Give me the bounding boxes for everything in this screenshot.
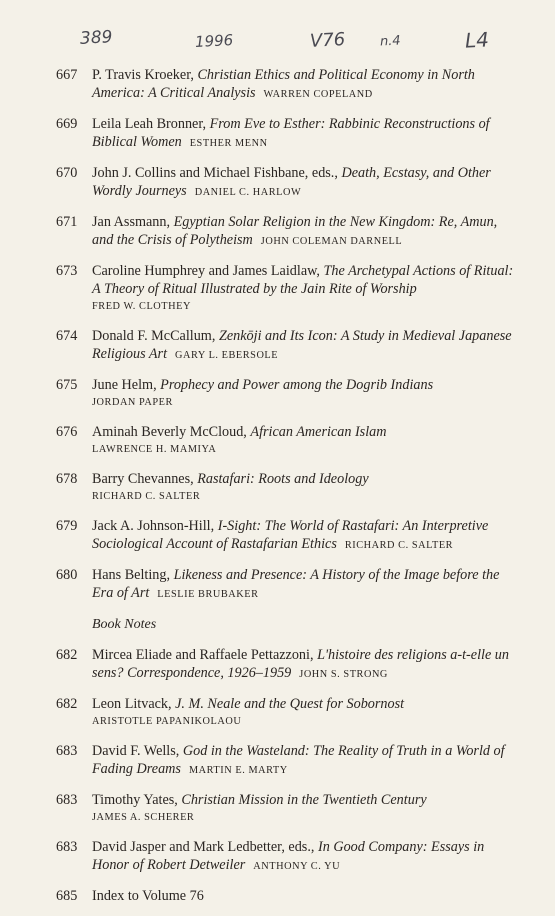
entry-reviewer: ARISTOTLE PAPANIKOLAOU [92, 716, 242, 727]
entry-authors: Hans Belting, [92, 567, 174, 583]
handwritten-annotations [0, 28, 555, 58]
handwritten-note: V76 [309, 29, 346, 52]
entry-reviewer: JORDAN PAPER [92, 397, 173, 408]
entry-authors: David Jasper and Mark Ledbetter, eds., [92, 839, 318, 855]
entry-reviewer: RICHARD C. SALTER [92, 491, 201, 502]
entry-authors: P. Travis Kroeker, [92, 67, 198, 83]
entry-title: Death, Ecstasy, and Other Wordly Journeys [92, 165, 491, 199]
entry-reviewer: MARTIN E. MARTY [188, 765, 288, 776]
page-number: 670 [56, 165, 78, 181]
handwritten-note: L4 [464, 27, 490, 53]
toc-entry [0, 66, 555, 104]
entry-reviewer: RICHARD C. SALTER [344, 540, 454, 551]
toc-entry [0, 213, 555, 251]
entry-title: Rastafari: Roots and Ideology [197, 471, 369, 487]
entry-title: From Eve to Esther: Rabbinic Reconstructions of Biblical Women [92, 116, 490, 150]
page-number: 674 [56, 328, 78, 344]
page-number: 671 [56, 214, 78, 230]
entry-reviewer: JOHN S. STRONG [299, 669, 388, 680]
toc-entry [0, 423, 555, 459]
entry-reviewer: DANIEL C. HARLOW [194, 187, 302, 198]
handwritten-note: 1996 [194, 31, 234, 51]
entry-authors: June Helm, [92, 377, 161, 393]
entry-reviewer: GARY L. EBERSOLE [175, 350, 279, 361]
toc-entry [0, 164, 555, 202]
entry-title: Likeness and Presence: A History of the Image before the Era of Art [92, 567, 500, 601]
toc-entry [0, 470, 555, 506]
entry-authors: David F. Wells, [92, 743, 183, 759]
toc-entry [0, 376, 555, 412]
entry-reviewer: FRED W. CLOTHEY [92, 301, 191, 312]
page-number: 682 [56, 696, 78, 712]
entry-authors: Jan Assmann, [92, 214, 174, 230]
page-number: 669 [56, 116, 78, 132]
entry-title: Christian Ethics and Political Economy in North America: A Critical Analysis [92, 67, 475, 101]
entry-reviewer: LAWRENCE H. MAMIYA [92, 444, 217, 455]
section-heading-book-notes: Book Notes [92, 617, 157, 632]
entry-authors: John J. Collins and Michael Fishbane, eds., [92, 165, 342, 181]
entry-title: Christian Mission in the Twentieth Century [181, 792, 427, 808]
entry-title: The Archetypal Actions of Ritual: A Theory of Ritual Illustrated by the Jain Rite of Worship [92, 263, 514, 297]
entry-authors: Barry Chevannes, [92, 471, 198, 487]
entry-reviewer: ANTHONY C. YU [253, 861, 341, 872]
toc-entry [0, 262, 555, 316]
entry-reviewer: ESTHER MENN [189, 138, 268, 149]
entry-title: God in the Wasteland: The Reality of Truth in a World of Fading Dreams [92, 743, 505, 777]
toc-entry [0, 695, 555, 731]
toc-entry [0, 646, 555, 684]
toc-entry [0, 838, 555, 876]
entry-title: Egyptian Solar Religion in the New Kingdom: Re, Amun, and the Crisis of Polytheism [92, 214, 498, 248]
page-number: 682 [56, 647, 78, 663]
toc-entry-index [0, 887, 555, 905]
toc-entry [0, 115, 555, 153]
page-number: 685 [56, 888, 78, 904]
entry-title: Prophecy and Power among the Dogrib Indians [160, 377, 434, 393]
entry-title: In Good Company: Essays in Honor of Robert Detweiler [92, 839, 485, 873]
page-number: 683 [56, 743, 78, 759]
page-number: 678 [56, 471, 78, 487]
entry-reviewer: LESLIE BRUBAKER [157, 589, 259, 600]
entry-authors: Jack A. Johnson-Hill, [92, 518, 218, 534]
page-number: 683 [56, 792, 78, 808]
entry-title: Index to Volume 76 [92, 888, 204, 904]
handwritten-note: 389 [79, 27, 113, 49]
entry-title: J. M. Neale and the Quest for Sobornost [175, 696, 405, 712]
entry-authors: Timothy Yates, [92, 792, 182, 808]
entry-title: Zenkōji and Its Icon: A Study in Medieval Japanese Religious Art [92, 328, 512, 362]
entry-title: African American Islam [250, 424, 387, 440]
page-number: 676 [56, 424, 78, 440]
page-number: 679 [56, 518, 78, 534]
entry-reviewer: JOHN COLEMAN DARNELL [260, 236, 403, 247]
page-number: 683 [56, 839, 78, 855]
handwritten-note: n.4 [379, 33, 402, 50]
toc-entry [0, 791, 555, 827]
toc-entry [0, 517, 555, 555]
toc-entry [0, 327, 555, 365]
table-of-contents [0, 66, 555, 916]
entry-authors: Leila Leah Bronner, [92, 116, 210, 132]
toc-entry [0, 566, 555, 604]
entry-reviewer: JAMES A. SCHERER [92, 812, 195, 823]
toc-entry [0, 742, 555, 780]
entry-authors: Leon Litvack, [92, 696, 176, 712]
entry-authors: Aminah Beverly McCloud, [92, 424, 251, 440]
page-number: 675 [56, 377, 78, 393]
entry-reviewer: WARREN COPELAND [263, 89, 373, 100]
entry-title: L'histoire des religions a-t-elle un sens? Correspondence, 1926–1959 [92, 647, 509, 681]
page-number: 667 [56, 67, 78, 83]
entry-authors: Mircea Eliade and Raffaele Pettazzoni, [92, 647, 318, 663]
entry-authors: Donald F. McCallum, [92, 328, 219, 344]
page-number: 673 [56, 263, 78, 279]
entry-title: I-Sight: The World of Rastafari: An Interpretive Sociological Account of Rastafarian Ethics [92, 518, 489, 552]
entry-authors: Caroline Humphrey and James Laidlaw, [92, 263, 324, 279]
page-number: 680 [56, 567, 78, 583]
